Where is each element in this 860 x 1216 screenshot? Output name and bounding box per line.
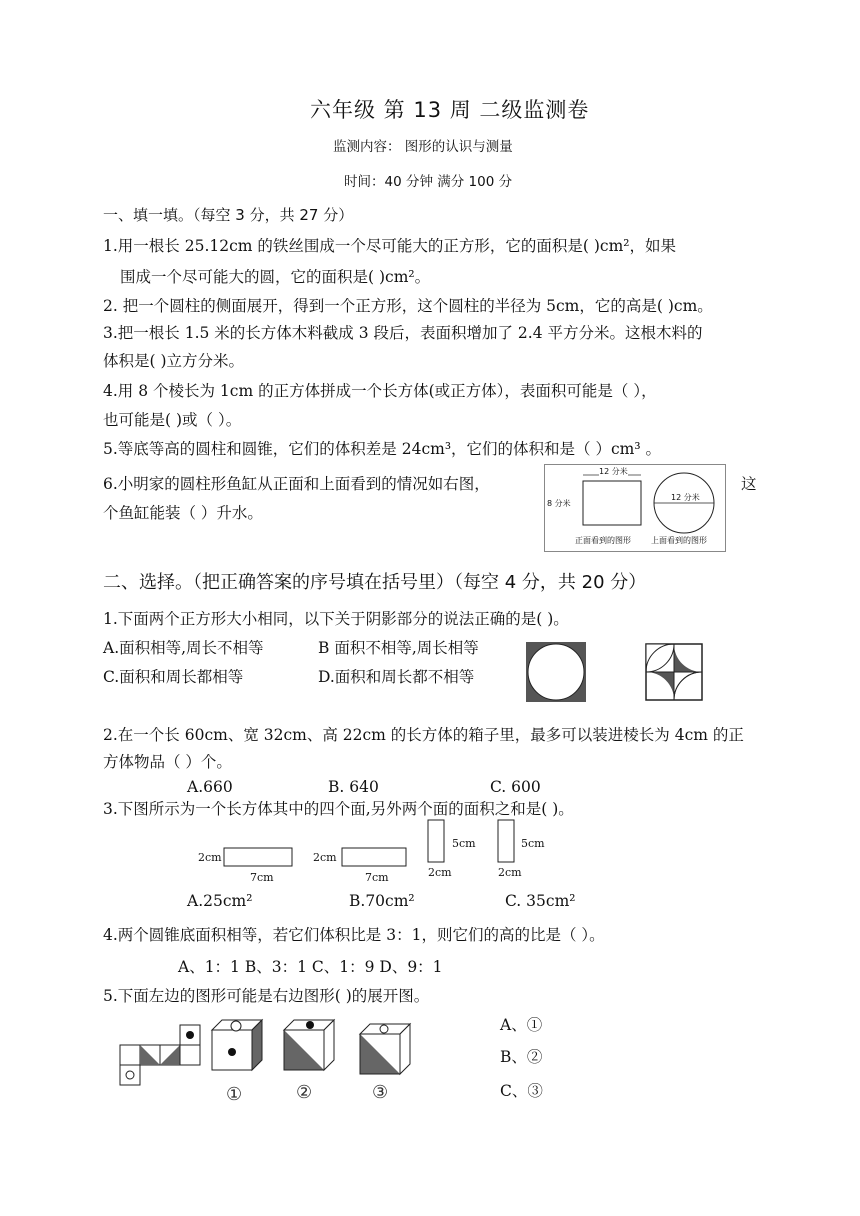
cube-3-figure <box>360 1024 410 1080</box>
s2-q3: 3.下图所示为一个长方体其中的四个面,另外两个面的面积之和是( )。 <box>103 800 574 818</box>
s1-q3-line2: 体积是( )立方分米。 <box>103 352 245 370</box>
s1-q5: 5.等底等高的圆柱和圆锥，它们的体积差是 24cm³，它们的体积和是（ ）cm³ 。 <box>103 440 661 458</box>
diameter-label: 12 分米 <box>671 493 700 502</box>
s2-q2-line1: 2.在一个长 60cm、宽 32cm、高 22cm 的长方体的箱子里，最多可以装进棱长为 4cm 的正 <box>103 726 744 744</box>
content-line: 监测内容： 图形的认识与测量 <box>333 139 513 155</box>
square-quarter-arcs-figure <box>646 644 702 700</box>
section2-heading: 二、选择。（把正确答案的序号填在括号里）（每空 4 分，共 20 分） <box>103 572 647 593</box>
section1-heading: 一、填一填。（每空 3 分，共 27 分） <box>103 206 354 224</box>
s2-q4-options: A、1：1 B、3：1 C、1：9 D、9：1 <box>178 958 443 976</box>
face3-width-label: 2cm <box>428 866 452 879</box>
s2-q2-option-a: A.660 <box>187 778 233 796</box>
time-line: 时间：40 分钟 满分 100 分 <box>344 174 513 190</box>
s2-q3-option-b: B.70cm² <box>349 892 415 910</box>
face2-width-label: 7cm <box>365 871 389 884</box>
s2-q5-option-b: B、② <box>500 1048 543 1066</box>
cube-2-figure <box>284 1020 334 1076</box>
cube-1-label: ① <box>226 1084 243 1105</box>
fish-tank-figure <box>544 464 726 552</box>
s2-q2-line2: 方体物品（ ）个。 <box>103 753 232 771</box>
s1-q6-line2: 个鱼缸能装（ ）升水。 <box>103 504 263 522</box>
s2-q4: 4.两个圆锥底面积相等，若它们体积比是 3：1，则它们的高的比是（ ）。 <box>103 926 605 944</box>
s2-q5: 5.下面左边的图形可能是右边图形( )的展开图。 <box>103 987 430 1005</box>
face1-height-label: 2cm <box>198 851 222 864</box>
s1-q1-line2: 围成一个尽可能大的圆，它的面积是( )cm²。 <box>120 268 431 286</box>
s2-q1-option-d: D.面积和周长都不相等 <box>318 668 475 686</box>
s2-q1: 1.下面两个正方形大小相同，以下关于阴影部分的说法正确的是( )。 <box>103 610 569 628</box>
s2-q3-option-c: C. 35cm² <box>505 892 576 910</box>
square-circle-figure <box>526 642 586 702</box>
s2-q5-option-a: A、① <box>500 1016 543 1034</box>
cube-1-figure <box>212 1020 262 1076</box>
s2-q1-option-c: C.面积和周长都相等 <box>103 668 244 686</box>
face2-height-label: 2cm <box>313 851 337 864</box>
top-caption: 上面看到的图形 <box>651 536 707 545</box>
s2-q5-option-c: C、③ <box>500 1082 543 1100</box>
cube-3-label: ③ <box>372 1082 389 1103</box>
face1-width-label: 7cm <box>250 871 274 884</box>
s2-q2-option-b: B. 640 <box>328 778 379 796</box>
height-label: 8 分米 <box>547 499 571 508</box>
s2-q1-option-b: B 面积不相等,周长相等 <box>318 639 479 657</box>
page-title: 六年级 第 13 周 二级监测卷 <box>310 98 590 122</box>
s2-q1-option-a: A.面积相等,周长不相等 <box>103 639 264 657</box>
cube-net-figure <box>120 1025 210 1087</box>
s1-q6-line1: 6.小明家的圆柱形鱼缸从正面和上面看到的情况如右图， <box>103 475 490 493</box>
s1-q4-line2: 也可能是( )或（ ）。 <box>103 411 242 429</box>
s2-q2-option-c: C. 600 <box>490 778 541 796</box>
cube-2-label: ② <box>296 1082 313 1103</box>
width-label: 12 分米 <box>599 467 628 476</box>
s2-q3-option-a: A.25cm² <box>187 892 253 910</box>
face3-height-label: 5cm <box>452 837 476 850</box>
s1-q2: 2. 把一个圆柱的侧面展开，得到一个正方形，这个圆柱的半径为 5cm，它的高是( )cm。 <box>103 297 713 315</box>
face4-width-label: 2cm <box>498 866 522 879</box>
s1-q1-line1: 1.用一根长 25.12cm 的铁丝围成一个尽可能大的正方形，它的面积是( )cm²，如果 <box>103 237 677 255</box>
s1-q4-line1: 4.用 8 个棱长为 1cm 的正方体拼成一个长方体(或正方体），表面积可能是（ ）， <box>103 382 657 400</box>
s1-q6-tail: 这 <box>741 475 757 493</box>
front-caption: 正面看到的图形 <box>575 536 631 545</box>
face4-height-label: 5cm <box>521 837 545 850</box>
s1-q3-line1: 3.把一根长 1.5 米的长方体木料截成 3 段后，表面积增加了 2.4 平方分米。这根木料的 <box>103 324 703 342</box>
